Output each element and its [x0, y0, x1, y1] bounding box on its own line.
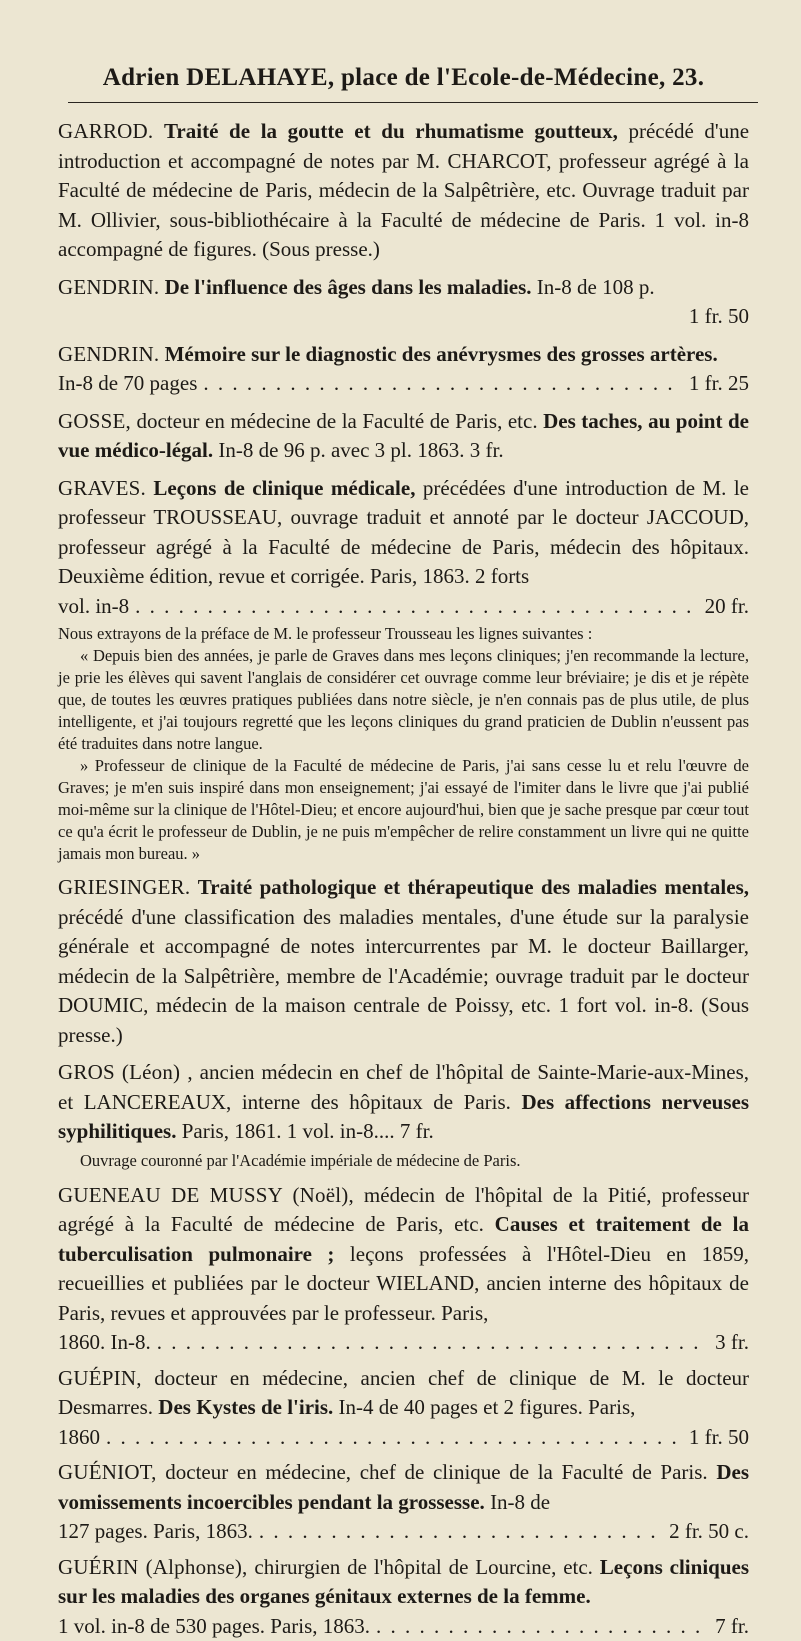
entry-price-line: [58, 1328, 749, 1358]
entry-author: GOSSE,: [58, 409, 131, 433]
entry-text: précédées d'une introduction de M. le professeur TROUSSEAU, ouvrage traduit et annoté par le docteur JACCOUD, professeur agrégé à la Faculté de médecine de Paris, médecin des hôpitaux. Deuxième édition, revue et corrigée. Paris, 1863. 2 forts: [58, 476, 749, 589]
entry-text: leçons professées à l'Hôtel-Dieu en 1859, recueillies et publiées par le docteur WIELAND, ancien interne des hôpitaux de Paris, revues et approuvées par le professeur. Paris,: [58, 1242, 749, 1325]
entry-gueniot: [58, 1458, 749, 1517]
entry-gueneau: [58, 1181, 749, 1329]
graves-quote-2: » Professeur de clinique de la Faculté de médecine de Paris, j'ai sans cesse lu et relu l'œuvre de Graves; je m'en suis inspiré dans mon enseignement; j'ai essayé de l'imiter dans le livre que j'ai publié moi-même sur la clinique de l'Hôtel-Dieu; et encore aujourd'hui, bien que je sache presque par cœur tout ce qu'a écrit le professeur de Dublin, je ne puis m'empêcher de relire constamment un livre qui ne quitte jamais mon bureau. »: [58, 755, 749, 865]
leader-dots: [259, 1517, 663, 1547]
entry-text: précédé d'une classification des maladies mentales, d'une étude sur la paralysie générale et accompagné de notes intercurrentes par M. le docteur Baillarger, médecin de la Salpêtrière, membre de l'Académie; ouvrage traduit par le docteur DOUMIC, médecin de la maison centrale de Poissy, etc. 1 fort vol. in-8. (Sous presse.): [58, 905, 749, 1047]
gros-award-note: Ouvrage couronné par l'Académie impériale de médecine de Paris.: [80, 1149, 749, 1173]
entry-gosse: [58, 407, 749, 466]
entry-title: Traité pathologique et thérapeutique des maladies mentales,: [198, 875, 749, 899]
entry-text: médecin de l'hôpital de la Pitié, professeur agrégé à la Faculté de médecine de Paris, etc.: [58, 1183, 749, 1237]
leader-dots: [135, 592, 699, 622]
entry-text: chirurgien de l'hôpital de Lourcine, etc.: [254, 1555, 593, 1579]
entry-title: Des Kystes de l'iris.: [158, 1395, 333, 1419]
entry-title: Leçons de clinique médicale,: [153, 476, 415, 500]
entry-format: 1 vol. in-8 de 530 pages. Paris, 1863.: [58, 1612, 370, 1641]
entry-title: Mémoire sur le diagnostic des anévrysmes des grosses artères.: [165, 342, 718, 366]
entry-price: 7 fr.: [715, 1612, 749, 1641]
entry-author: GRIESINGER.: [58, 875, 190, 899]
entry-title: Traité de la goutte et du rhumatisme goutteux,: [164, 119, 618, 143]
leader-dots: [376, 1612, 709, 1641]
entry-title: De l'influence des âges dans les maladies.: [165, 275, 532, 299]
entry-price-line: [58, 1612, 749, 1641]
entry-price: 1 fr. 50: [689, 1423, 749, 1453]
entry-text: Paris, 1861. 1 vol. in-8....: [182, 1119, 395, 1143]
entry-format: 127 pages. Paris, 1863.: [58, 1517, 253, 1547]
entry-gendrin-influence: [58, 273, 749, 303]
graves-quote-1: « Depuis bien des années, je parle de Graves dans mes leçons cliniques; j'en recommande la lecture, je prie les élèves qui savent l'anglais de considérer cet ouvrage comme leur bréviaire; je dis et je répète que, de toutes les œuvres pratiques publiées dans notre siècle, je n'en connais pas de plus utile, de plus intelligente, et j'ai toujours regretté que les leçons cliniques du grand praticien de Dublin n'eussent pas été traduites dans notre langue.: [58, 645, 749, 755]
entry-text: docteur en médecine, chef de clinique de la Faculté de Paris.: [165, 1460, 707, 1484]
entry-author: GUÉNIOT,: [58, 1460, 157, 1484]
entry-price: 7 fr.: [400, 1119, 434, 1143]
entry-text: In-4 de 40 pages et 2 figures. Paris,: [339, 1395, 636, 1419]
entry-title: Leçons cliniques sur les maladies des organes génitaux externes de la femme.: [58, 1555, 749, 1609]
entry-text: docteur en médecine de la Faculté de Paris, etc.: [137, 409, 538, 433]
entry-author: GENDRIN.: [58, 275, 159, 299]
entry-garrod: [58, 117, 749, 265]
entry-title: Des taches, au point de vue médico-légal.: [58, 409, 749, 463]
leader-dots: [203, 369, 683, 399]
entry-gendrin-memoire: [58, 340, 749, 370]
entry-price-line: [58, 1517, 749, 1547]
entry-format: vol. in-8: [58, 592, 129, 622]
entry-author: GRAVES.: [58, 476, 146, 500]
entry-text: In-8 de 108 p.: [537, 275, 655, 299]
entry-price-line: [58, 369, 749, 399]
entry-text: précédé d'une introduction et accompagné de notes par M. CHARCOT, professeur agrégé à la Faculté de médecine de Paris, médecin de la Salpêtrière, etc. Ouvrage traduit par M. Ollivier, sous-bibliothécaire à la Faculté de médecine de Paris. 1 vol. in-8 accompagné de figures. (Sous presse.): [58, 119, 749, 261]
entry-author: GROS (Léon) ,: [58, 1060, 193, 1084]
header-rule: [68, 102, 758, 103]
entry-text: docteur en médecine, ancien chef de clinique de M. le docteur Desmarres.: [58, 1366, 749, 1420]
entry-text: ancien médecin en chef de l'hôpital de Sainte-Marie-aux-Mines, et LANCEREAUX, interne des hôpitaux de Paris.: [58, 1060, 749, 1114]
entry-author: GARROD.: [58, 119, 153, 143]
entry-price-line: [58, 592, 749, 622]
entry-price: 1 fr. 50: [58, 302, 749, 332]
entry-price: 2 fr. 50 c.: [669, 1517, 749, 1547]
entry-graves: [58, 474, 749, 592]
entry-price: 20 fr.: [705, 592, 749, 622]
entry-title: Des vomissements incoercibles pendant la grossesse.: [58, 1460, 749, 1514]
graves-note-intro: Nous extrayons de la préface de M. le professeur Trousseau les lignes suivantes :: [58, 623, 749, 645]
entry-price: 3 fr.: [715, 1328, 749, 1358]
entry-format: In-8 de 70 pages: [58, 369, 197, 399]
entry-gros: [58, 1058, 749, 1147]
entry-griesinger: [58, 873, 749, 1050]
entry-format: 1860: [58, 1423, 100, 1453]
entry-price: 1 fr. 25: [689, 369, 749, 399]
entry-author: GUÉPIN,: [58, 1366, 142, 1390]
entry-text: In-8 de: [490, 1490, 550, 1514]
entry-price-line: [58, 1423, 749, 1453]
entry-price: 3 fr.: [470, 438, 504, 462]
entry-title: Causes et traitement de la tuberculisation pulmonaire ;: [58, 1212, 749, 1266]
entry-format: 1860. In-8.: [58, 1328, 151, 1358]
entry-author: GENDRIN.: [58, 342, 159, 366]
entry-guepin: [58, 1364, 749, 1423]
entry-author: GUENEAU DE MUSSY (Noël),: [58, 1183, 354, 1207]
leader-dots: [106, 1423, 683, 1453]
entry-guerin: [58, 1553, 749, 1612]
leader-dots: [157, 1328, 709, 1358]
page-header: Adrien DELAHAYE, place de l'Ecole-de-Médecine, 23.: [58, 64, 749, 92]
entry-text: In-8 de 96 p. avec 3 pl. 1863.: [218, 438, 464, 462]
entry-title: Des affections nerveuses syphilitiques.: [58, 1090, 749, 1144]
entry-author: GUÉRIN (Alphonse),: [58, 1555, 248, 1579]
